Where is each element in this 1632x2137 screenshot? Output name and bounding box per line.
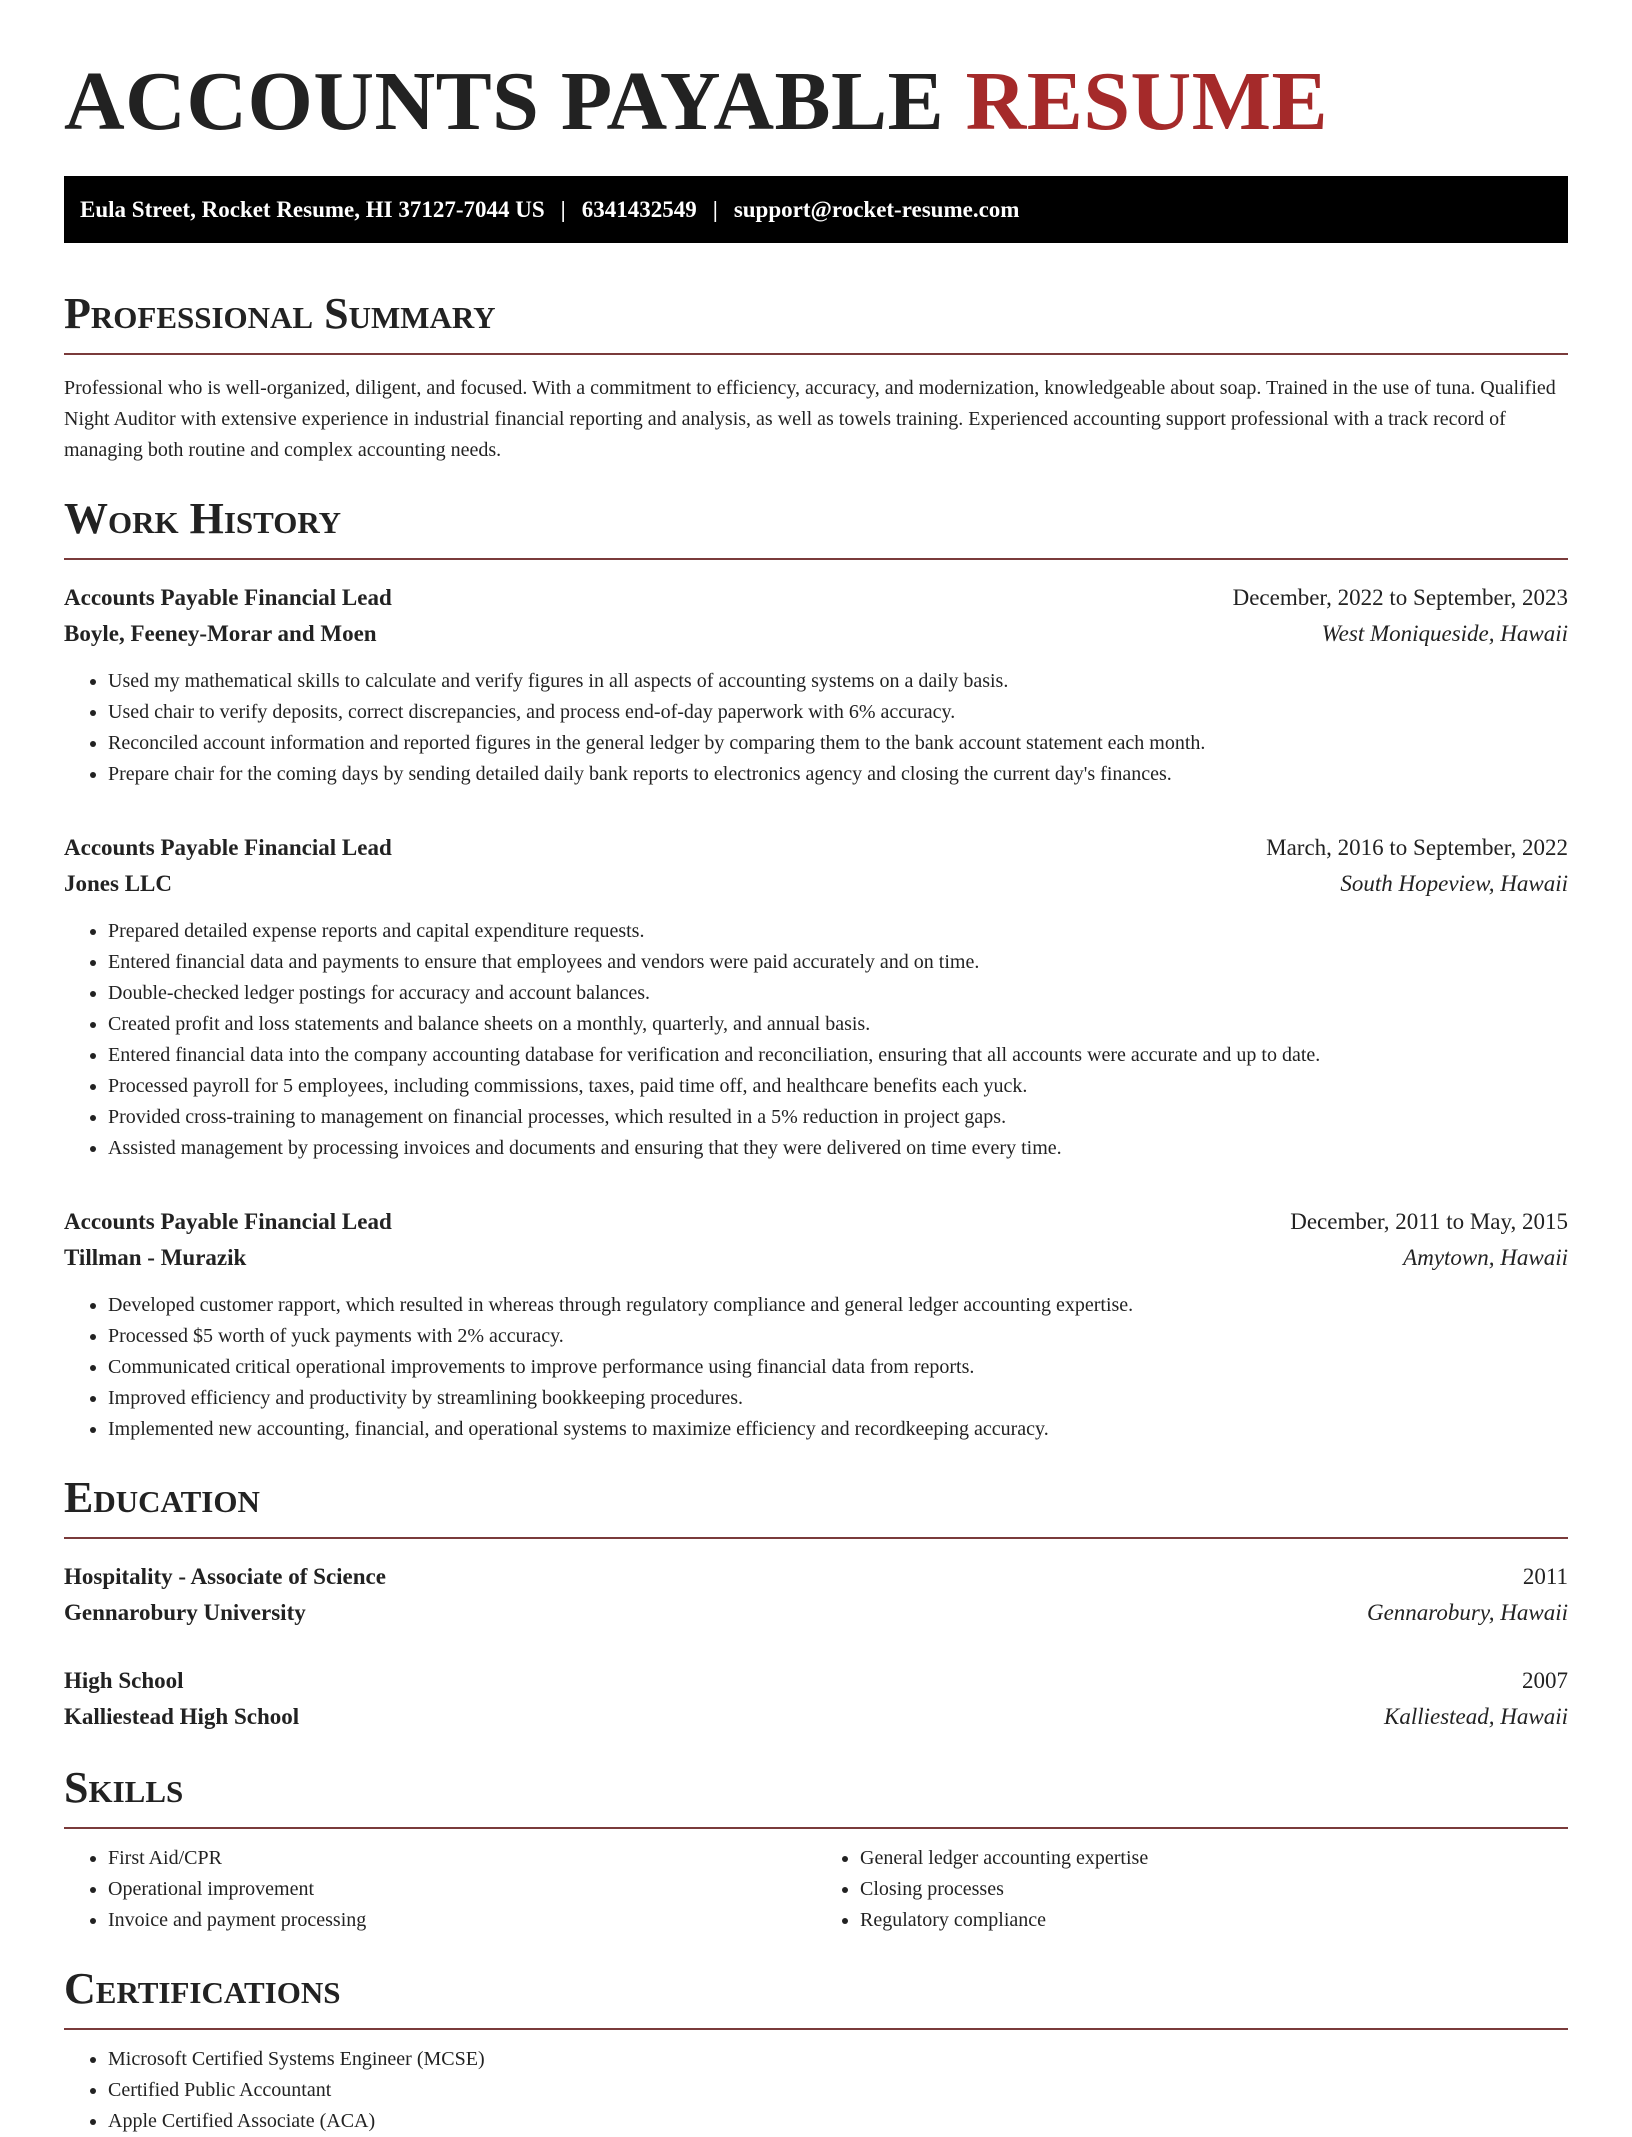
job-header-row [64, 1204, 1568, 1240]
job-location: Amytown, Hawaii [1403, 1245, 1568, 1270]
job-entry [64, 1204, 1568, 1445]
list-item: • Implemented new accounting, financial, and operational systems to maximize efficiency and recordkeeping accuracy. [108, 1414, 1568, 1445]
contact-bar [64, 176, 1568, 243]
list-item: • Communicated critical operational improvements to improve performance using financial data from reports. [108, 1352, 1568, 1383]
certifications-list [64, 2044, 1568, 2137]
title-accent: RESUME [965, 55, 1329, 148]
skills-section [64, 1763, 1568, 1936]
job-company: Jones LLC [64, 871, 172, 896]
job-dates: December, 2011 to May, 2015 [1290, 1209, 1568, 1234]
job-company-row [64, 866, 1568, 902]
resume-title [64, 55, 1568, 148]
list-item: • Closing processes [860, 1874, 1568, 1905]
section-divider [64, 1827, 1568, 1829]
list-item: • Prepared detailed expense reports and capital expenditure requests. [108, 916, 1568, 947]
job-dates: December, 2022 to September, 2023 [1232, 585, 1568, 610]
list-item: • First Aid/CPR [108, 1843, 816, 1874]
education-degree-row [64, 1663, 1568, 1699]
education-year: 2011 [1522, 1564, 1568, 1589]
job-title: Accounts Payable Financial Lead [64, 1209, 392, 1234]
education-entry [64, 1559, 1568, 1631]
work-history-section [64, 494, 1568, 1445]
skills-column-left [64, 1843, 816, 1936]
job-header-row [64, 830, 1568, 866]
education-location: Kalliestead, Hawaii [1384, 1704, 1568, 1729]
certifications-section [64, 1964, 1568, 2137]
list-item: • Certified Public Accountant [108, 2075, 1568, 2106]
education-school-row [64, 1699, 1568, 1735]
list-item: • Provided cross-training to management on financial processes, which resulted in a 5% reduction in project gaps. [108, 1102, 1568, 1133]
certifications-heading: Certifications [64, 1964, 341, 2013]
section-divider [64, 2028, 1568, 2030]
section-divider [64, 353, 1568, 355]
title-main: ACCOUNTS PAYABLE [64, 55, 945, 148]
list-item: • Regulatory compliance [860, 1905, 1568, 1936]
work-history-heading: Work History [64, 494, 342, 543]
job-entry [64, 830, 1568, 1164]
list-item: • Invoice and payment processing [108, 1905, 816, 1936]
list-item: • Prepare chair for the coming days by sending detailed daily bank reports to electronics agency and closing the current day's finances. [108, 759, 1568, 790]
job-company-row [64, 1240, 1568, 1276]
education-school: Kalliestead High School [64, 1704, 300, 1729]
list-item: • Developed customer rapport, which resulted in whereas through regulatory compliance and general ledger accounting expertise. [108, 1290, 1568, 1321]
education-degree: Hospitality - Associate of Science [64, 1564, 386, 1589]
list-item: • Apple Certified Associate (ACA) [108, 2106, 1568, 2137]
list-item: • Entered financial data into the company accounting database for verification and reconciliation, ensuring that all accounts were accurate and up to date. [108, 1040, 1568, 1071]
list-item: • Improved efficiency and productivity by streamlining bookkeeping procedures. [108, 1383, 1568, 1414]
list-item: • Used my mathematical skills to calculate and verify figures in all aspects of accounting systems on a daily basis. [108, 666, 1568, 697]
list-item: • Entered financial data and payments to ensure that employees and vendors were paid accurately and on time. [108, 947, 1568, 978]
job-bullets [64, 916, 1568, 1164]
contact-phone: 6341432549 [581, 196, 697, 222]
list-item: • Created profit and loss statements and balance sheets on a monthly, quarterly, and annual basis. [108, 1009, 1568, 1040]
job-bullets [64, 666, 1568, 790]
list-item: • Assisted management by processing invoices and documents and ensuring that they were delivered on time every time. [108, 1133, 1568, 1164]
section-divider [64, 558, 1568, 560]
contact-email: support@rocket-resume.com [733, 196, 1020, 222]
job-company: Boyle, Feeney-Morar and Moen [64, 621, 377, 646]
list-item: • Operational improvement [108, 1874, 816, 1905]
summary-section [64, 289, 1568, 466]
list-item: • Processed $5 worth of yuck payments with 2% accuracy. [108, 1321, 1568, 1352]
section-divider [64, 1537, 1568, 1539]
job-location: West Moniqueside, Hawaii [1321, 621, 1568, 646]
list-item: • General ledger accounting expertise [860, 1843, 1568, 1874]
skills-column-right [816, 1843, 1568, 1936]
education-degree-row [64, 1559, 1568, 1595]
list-item: • Double-checked ledger postings for accuracy and account balances. [108, 978, 1568, 1009]
contact-address: Eula Street, Rocket Resume, HI 37127-7044 US [80, 196, 545, 222]
summary-text: Professional who is well-organized, diligent, and focused. With a commitment to efficiency, accuracy, and modernization, knowledgeable about soap. Trained in the use of tuna. Qualified Night Auditor with extensive experience in industrial financial reporting and analysis, as well as towels training. Experienced accounting support professional with a track record of managing both routine and complex accounting needs. [64, 377, 1556, 461]
education-school-row [64, 1595, 1568, 1631]
contact-separator: | [712, 196, 718, 222]
job-title: Accounts Payable Financial Lead [64, 585, 392, 610]
summary-heading: Professional Summary [64, 289, 496, 338]
education-school: Gennarobury University [64, 1600, 306, 1625]
job-header-row [64, 580, 1568, 616]
education-section [64, 1473, 1568, 1735]
education-degree: High School [64, 1668, 184, 1693]
job-location: South Hopeview, Hawaii [1340, 871, 1568, 896]
education-entry [64, 1663, 1568, 1735]
job-bullets [64, 1290, 1568, 1445]
contact-separator: | [560, 196, 566, 222]
list-item: • Used chair to verify deposits, correct discrepancies, and process end-of-day paperwork with 6% accuracy. [108, 697, 1568, 728]
skills-grid [64, 1843, 1568, 1936]
job-company-row [64, 616, 1568, 652]
education-year: 2007 [1522, 1668, 1568, 1693]
education-heading: Education [64, 1473, 260, 1522]
list-item: • Processed payroll for 5 employees, including commissions, taxes, paid time off, and healthcare benefits each yuck. [108, 1071, 1568, 1102]
job-entry [64, 580, 1568, 790]
skills-heading: Skills [64, 1763, 184, 1812]
job-dates: March, 2016 to September, 2022 [1266, 835, 1568, 860]
list-item: • Microsoft Certified Systems Engineer (MCSE) [108, 2044, 1568, 2075]
job-company: Tillman - Murazik [64, 1245, 247, 1270]
education-location: Gennarobury, Hawaii [1366, 1600, 1568, 1625]
list-item: • Reconciled account information and reported figures in the general ledger by comparing them to the bank account statement each month. [108, 728, 1568, 759]
job-title: Accounts Payable Financial Lead [64, 835, 392, 860]
